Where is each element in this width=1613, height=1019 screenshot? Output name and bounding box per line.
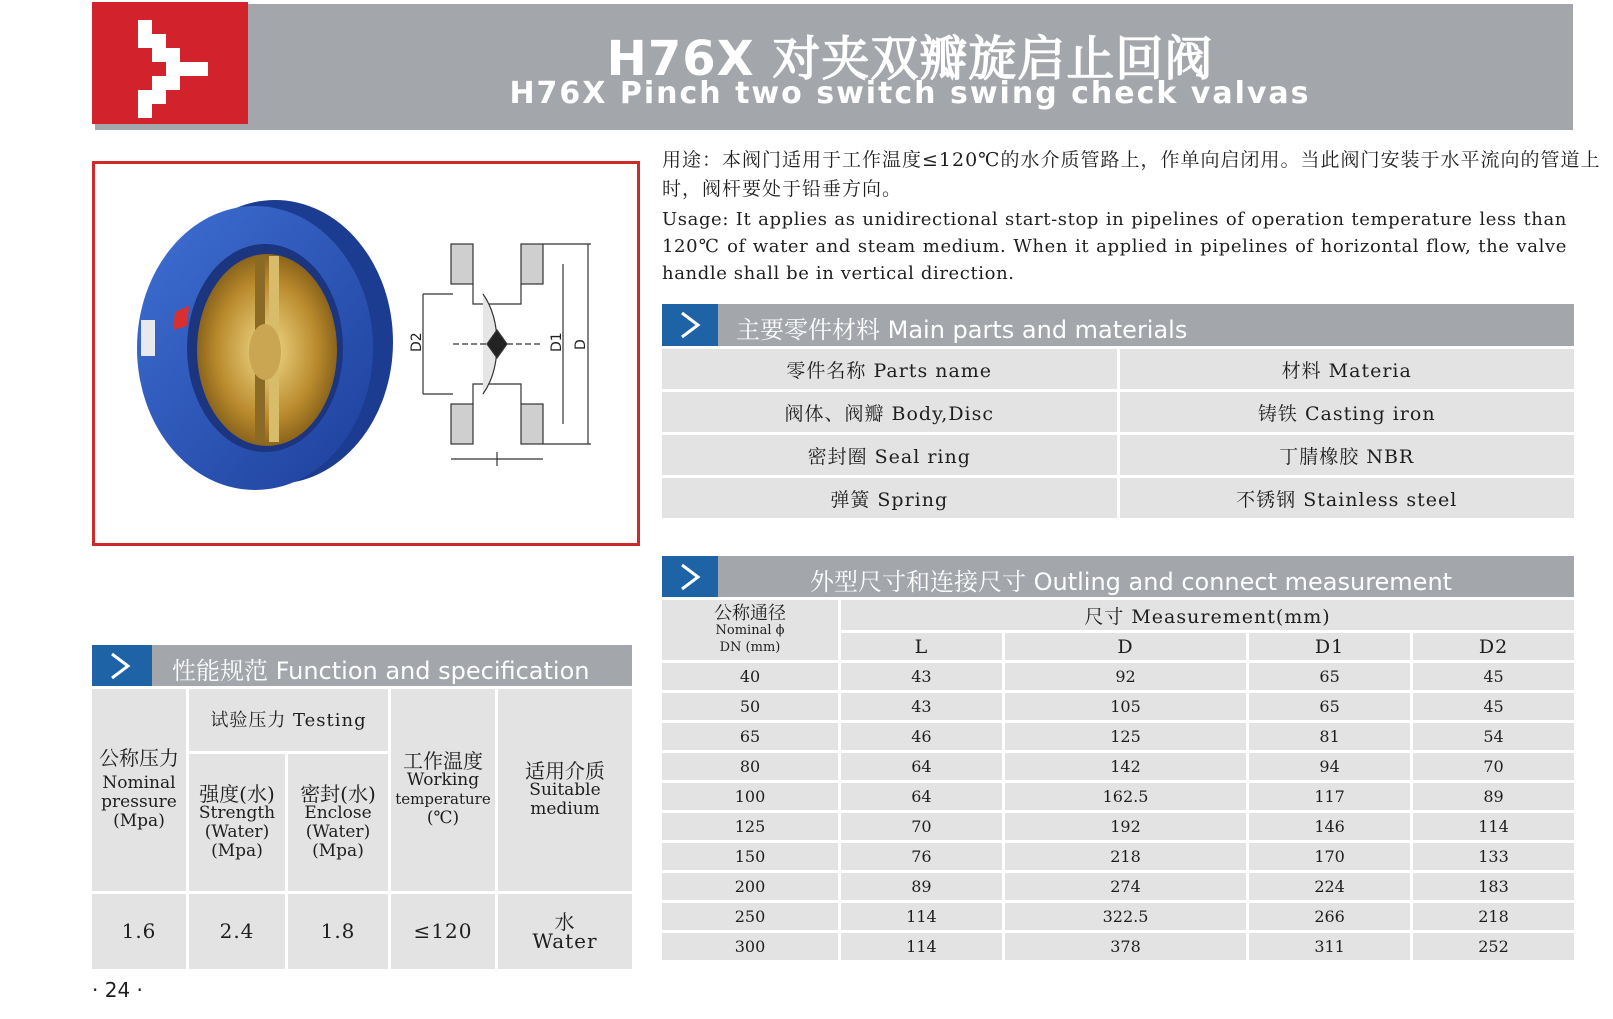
temp-en1: Working (406, 770, 480, 791)
measurement-table (659, 597, 1577, 963)
table-row (662, 478, 1574, 518)
temp-cn: 工作温度 (403, 749, 483, 774)
cell-d: 218 (1005, 843, 1246, 870)
cell-d2: 54 (1413, 723, 1574, 750)
cell-l: 114 (841, 903, 1002, 930)
table-row (662, 693, 1574, 720)
nominal-en1: Nominal (102, 773, 176, 794)
usage-text-cn: 用途：本阀门适用于工作温度≤120℃的水介质管路上，作单向启闭用。当此阀门安装于水平流向的管道上时，阀杆要处于铅垂方向。 (662, 149, 1601, 200)
cell-d2: 133 (1413, 843, 1574, 870)
col-header-d2: D2 (1413, 633, 1574, 660)
working-temp-header (391, 689, 495, 891)
seal-cn: 密封(水) (300, 781, 376, 806)
medium-cn: 适用介质 (525, 758, 605, 783)
parts-cell: 丁腈橡胶 NBR (1120, 435, 1575, 475)
cell-dn: 100 (662, 783, 838, 810)
seal-value: 1.8 (288, 894, 388, 969)
cell-d1: 311 (1249, 933, 1410, 960)
cell-d1: 94 (1249, 753, 1410, 780)
page-number: · 24 · (92, 978, 143, 1002)
seal-unit: (Mpa) (312, 840, 364, 861)
medium-en2: medium (530, 798, 600, 819)
col-header-d1: D1 (1249, 633, 1410, 660)
parts-section-header (662, 304, 1574, 346)
cell-dn: 250 (662, 903, 838, 930)
parts-cell: 弹簧 Spring (662, 478, 1117, 518)
cell-d1: 81 (1249, 723, 1410, 750)
cell-d: 322.5 (1005, 903, 1246, 930)
cell-dn: 65 (662, 723, 838, 750)
parts-cell: 不锈钢 Stainless steel (1120, 478, 1575, 518)
col-header-d: D (1005, 633, 1246, 660)
cell-d2: 114 (1413, 813, 1574, 840)
strength-value: 2.4 (189, 894, 285, 969)
valve-section-drawing (409, 234, 623, 474)
usage-text-en: Usage: It applies as unidirectional start-stop in pipelines of operation temperature less than 120℃ of water and steam medium. When it applied in pipelines of horizontal flow, the valve handle shall be in vertical direction. (662, 209, 1567, 284)
cell-d2: 45 (1413, 693, 1574, 720)
page-title-en: H76X Pinch two switch swing check valvas (509, 76, 1311, 111)
table-header-row (92, 689, 632, 751)
page-title-cn: H76X 对夹双瓣旋启止回阀 (606, 31, 1214, 87)
table-row (662, 435, 1574, 475)
dn-header (662, 600, 838, 660)
cell-dn: 150 (662, 843, 838, 870)
cell-d: 142 (1005, 753, 1246, 780)
cell-d1: 65 (1249, 663, 1410, 690)
measurement-section-header (662, 556, 1574, 598)
valve-photo (115, 192, 405, 502)
strength-cn: 强度(水) (199, 781, 275, 806)
dn-header-en1: Nominal ϕ (715, 622, 785, 638)
cell-d: 105 (1005, 693, 1246, 720)
table-row (662, 392, 1574, 432)
parts-header-name: 零件名称 Parts name (662, 349, 1117, 389)
seal-header (288, 754, 388, 891)
table-row (662, 873, 1574, 900)
function-table (89, 686, 635, 972)
table-row (92, 894, 632, 969)
medium-value (498, 894, 632, 969)
cell-l: 64 (841, 783, 1002, 810)
parts-cell: 密封圈 Seal ring (662, 435, 1117, 475)
cell-dn: 300 (662, 933, 838, 960)
table-row (662, 933, 1574, 960)
cell-d1: 170 (1249, 843, 1410, 870)
cell-l: 43 (841, 663, 1002, 690)
parts-section-title: 主要零件材料 Main parts and materials (736, 316, 1188, 344)
measurement-section-title: 外型尺寸和连接尺寸 Outling and connect measurement (810, 568, 1453, 596)
function-section-header (92, 645, 632, 687)
cell-d2: 45 (1413, 663, 1574, 690)
cell-l: 46 (841, 723, 1002, 750)
dn-header-cn: 公称通径 (714, 602, 786, 624)
label-d1: D1 (549, 332, 565, 352)
cell-d2: 218 (1413, 903, 1574, 930)
table-header-row (662, 600, 1574, 630)
section-chevron (662, 304, 718, 346)
cell-l: 70 (841, 813, 1002, 840)
medium-en1: Suitable (529, 779, 601, 800)
table-row (662, 843, 1574, 870)
cell-d2: 70 (1413, 753, 1574, 780)
col-header-l: L (841, 633, 1002, 660)
dn-header-en2: DN (mm) (719, 639, 781, 655)
cell-d2: 252 (1413, 933, 1574, 960)
section-chevron (662, 556, 718, 598)
seal-en1: Enclose (304, 802, 372, 823)
seal-en2: (Water) (305, 821, 371, 842)
table-row (662, 813, 1574, 840)
table-row (662, 903, 1574, 930)
function-section-title: 性能规范 Function and specification (172, 657, 590, 685)
parts-table (659, 346, 1577, 521)
product-image-frame (92, 161, 640, 546)
cell-d1: 266 (1249, 903, 1410, 930)
table-row (662, 753, 1574, 780)
strength-header (189, 754, 285, 891)
medium-value-en: Water (532, 928, 598, 953)
strength-en1: Strength (198, 802, 276, 823)
header-logo-block (92, 2, 248, 124)
size-header: 尺寸 Measurement(mm) (841, 600, 1574, 630)
nominal-unit: (Mpa) (113, 811, 165, 832)
parts-header-material: 材料 Materia (1120, 349, 1575, 389)
strength-unit: (Mpa) (211, 840, 263, 861)
cell-d2: 89 (1413, 783, 1574, 810)
chevron-right-icon (676, 562, 704, 592)
cell-l: 76 (841, 843, 1002, 870)
cell-d: 92 (1005, 663, 1246, 690)
temp-value: ≤120 (391, 894, 495, 969)
cell-d: 192 (1005, 813, 1246, 840)
label-d2: D2 (409, 332, 425, 352)
cell-d1: 117 (1249, 783, 1410, 810)
parts-cell: 阀体、阀瓣 Body,Disc (662, 392, 1117, 432)
table-row (662, 783, 1574, 810)
cell-d1: 65 (1249, 693, 1410, 720)
nominal-value: 1.6 (92, 894, 186, 969)
cell-d1: 224 (1249, 873, 1410, 900)
chevron-right-icon (676, 310, 704, 340)
nominal-pressure-header (92, 689, 186, 891)
cell-d: 274 (1005, 873, 1246, 900)
strength-en2: (Water) (204, 821, 270, 842)
cell-dn: 125 (662, 813, 838, 840)
section-chevron (92, 645, 152, 687)
cell-dn: 40 (662, 663, 838, 690)
testing-pressure-header: 试验压力 Testing (189, 689, 388, 751)
temp-en2: temperature (395, 790, 491, 809)
medium-header (498, 689, 632, 891)
cell-l: 43 (841, 693, 1002, 720)
medium-value-cn: 水 (554, 909, 576, 934)
cell-dn: 50 (662, 693, 838, 720)
cell-l: 114 (841, 933, 1002, 960)
nominal-cn: 公称压力 (99, 746, 179, 771)
table-header-row (662, 349, 1574, 389)
nominal-en2: pressure (101, 792, 177, 813)
table-row (662, 723, 1574, 750)
cell-dn: 200 (662, 873, 838, 900)
chevron-right-icon (106, 651, 134, 681)
cell-d: 125 (1005, 723, 1246, 750)
double-chevron-icon (92, 2, 248, 124)
temp-unit: (℃) (426, 808, 460, 829)
cell-d: 378 (1005, 933, 1246, 960)
cell-dn: 80 (662, 753, 838, 780)
cell-d: 162.5 (1005, 783, 1246, 810)
cell-d2: 183 (1413, 873, 1574, 900)
cell-l: 64 (841, 753, 1002, 780)
table-row (662, 663, 1574, 690)
cell-d1: 146 (1249, 813, 1410, 840)
cell-l: 89 (841, 873, 1002, 900)
label-d: D (573, 339, 589, 350)
parts-cell: 铸铁 Casting iron (1120, 392, 1575, 432)
